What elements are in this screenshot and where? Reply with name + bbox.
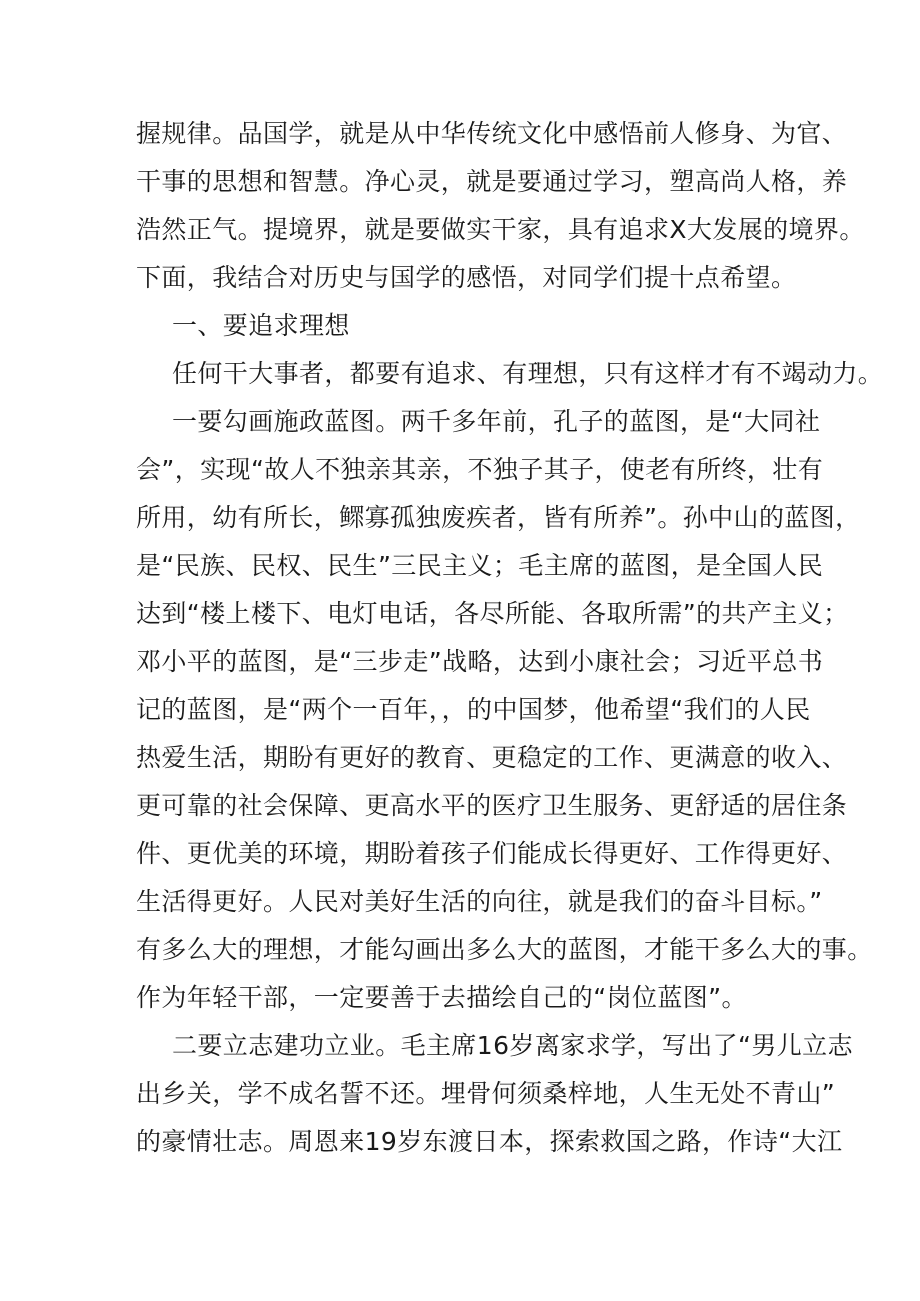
text-line: 生活得更好。人民对美好生活的向往，就是我们的奋斗目标。”: [136, 887, 823, 916]
text-line: 的豪情壮志。周恩来19岁东渡日本，探索救国之路，作诗“大江: [136, 1127, 843, 1156]
text-line: 邓小平的蓝图，是“三步走”战略，达到小康社会；习近平总书: [136, 647, 824, 676]
text-line: 所用，幼有所长，鳏寡孤独废疾者，皆有所养”。孙中山的蓝图，: [136, 503, 861, 532]
text-line: 有多么大的理想，才能勾画出多么大的蓝图，才能干多么大的事。: [136, 935, 873, 964]
text-line: 下面，我结合对历史与国学的感悟，对同学们提十点希望。: [136, 263, 797, 292]
text-line: 干事的思想和智慧。净心灵，就是要通过学习，塑高尚人格，养: [136, 167, 848, 196]
text-line: 任何干大事者，都要有追求、有理想，只有这样才有不竭动力。: [172, 359, 884, 388]
text-line: 二要立志建功立业。毛主席16岁离家求学，写出了“男儿立志: [172, 1031, 853, 1060]
text-line: 热爱生活，期盼有更好的教育、更稳定的工作、更满意的收入、: [136, 743, 848, 772]
section-heading: 一、要追求理想: [172, 311, 350, 340]
text-line: 更可靠的社会保障、更高水平的医疗卫生服务、更舒适的居住条: [136, 791, 848, 820]
text-line: 一要勾画施政蓝图。两千多年前，孔子的蓝图，是“大同社: [172, 407, 821, 436]
text-line: 出乡关，学不成名誓不还。埋骨何须桑梓地，人生无处不青山”: [136, 1079, 836, 1108]
text-line: 达到“楼上楼下、电灯电话，各尽所能、各取所需”的共产主义；: [136, 599, 849, 628]
text-line: 浩然正气。提境界，就是要做实干家，具有追求X大发展的境界。: [136, 215, 865, 244]
text-line: 件、更优美的环境，期盼着孩子们能成长得更好、工作得更好、: [136, 839, 848, 868]
text-line: 会”，实现“故人不独亲其亲，不独子其子，使老有所终，壮有: [136, 455, 824, 484]
text-line: 握规律。品国学，就是从中华传统文化中感悟前人修身、为官、: [136, 119, 848, 148]
text-line: 作为年轻干部，一定要善于去描绘自己的“岗位蓝图”。: [136, 983, 747, 1012]
text-line: 记的蓝图，是“两个一百年，，的中国梦，他希望“我们的人民: [136, 695, 811, 724]
text-line: 是“民族、民权、民生”三民主义；毛主席的蓝图，是全国人民: [136, 551, 824, 580]
document-body: [136, 110, 884, 1166]
